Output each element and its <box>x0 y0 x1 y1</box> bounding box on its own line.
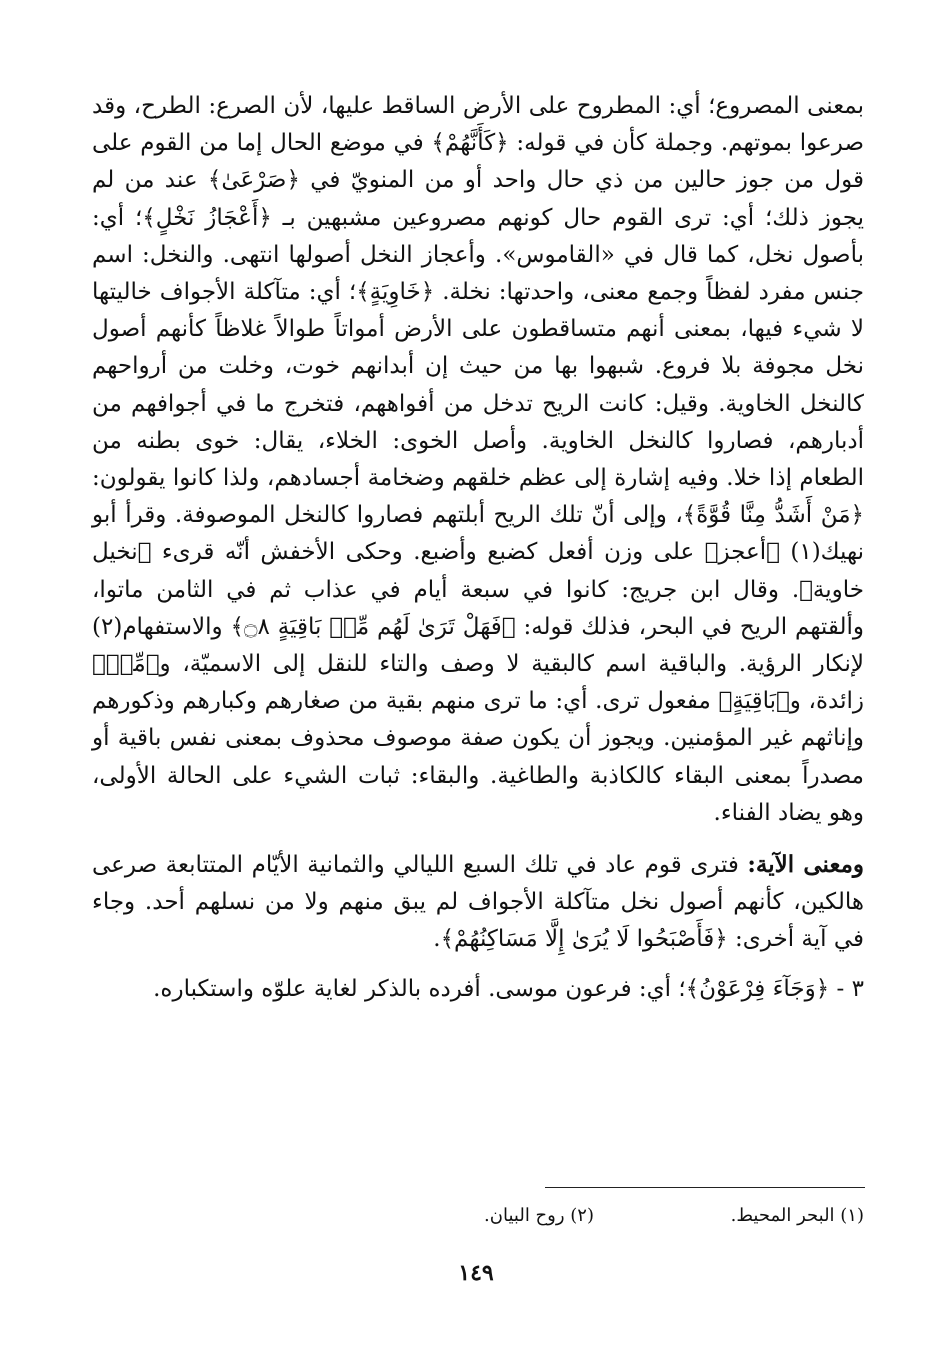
footnote-divider <box>545 1187 865 1188</box>
paragraph-verse-3: ٣ - ﴿وَجَآءَ فِرْعَوْنُ﴾؛ أي: فرعون موسى. أفرده بالذكر لغاية علوّه واستكباره. <box>153 975 864 1002</box>
paragraph-verse-meaning <box>92 846 864 959</box>
verse-meaning-text: فترى قوم عاد في تلك السبع الليالي والثمانية الأيّام المتتابعة صرعى هالكين، كأنهم أصول نخل متآكلة الأجواف لم يبق منهم ولا من نسلهم أحد. وجاء في آية أخرى: ﴿فَأَصْبَحُوا لَا يُرَىٰ إِلَّا مَسَاكِنُهُمْ﴾. <box>92 852 864 953</box>
page-number: ١٤٩ <box>458 1260 494 1286</box>
footnotes <box>92 1203 864 1229</box>
verse-meaning-heading: ومعنى الآية: <box>747 851 865 879</box>
footnote-2: (٢) روح البيان. <box>484 1205 594 1226</box>
footnote-1: (١) البحر المحيط. <box>730 1205 864 1226</box>
paragraph-commentary: بمعنى المصروع؛ أي: المطروح على الأرض الساقط عليها، لأن الصرع: الطرح، وقد صرعوا بموتهم. وجملة كأن في قوله: ﴿كَأَنَّهُمْ﴾ في موضع الحال إما من القوم على قول من جوز حالين من ذي حال واحد أو من المنويّ في ﴿صَرْعَىٰ﴾ عند من لم يجوز ذلك؛ أي: ترى القوم حال كونهم مصروعين مشبهين بـ ﴿أَعْجَازُ نَخْلٍ﴾؛ أي: بأصول نخل، كما قال في «القاموس». وأعجاز النخل أصولها انتهى. والنخل: اسم جنس مفرد لفظاً وجمع معنى، واحدتها: نخلة. ﴿خَاوِيَةٍ﴾؛ أي: متآكلة الأجواف خاليتها لا شيء فيها، بمعنى أنهم متساقطون على الأرض أمواتاً طوالاً غلاظاً كأنهم أصول نخل مجوفة بلا فروع. شبهوا بها من حيث إن أبدانهم خوت، وخلت من أرواحهم كالنخل الخاوية. وقيل: كانت الريح تدخل من أفواههم، فتخرج ما في أجوافهم من أدبارهم، فصاروا كالنخل الخاوية. وأصل الخوى: الخلاء، يقال: خوى بطنه من الطعام إذا خلا. وفيه إشارة إلى عظم خلقهم وضخامة أجسادهم، ولذا كانوا يقولون: ﴿مَنْ أَشَدُّ مِنَّا قُوَّةً﴾، وإلى أنّ تلك الريح أبلتهم فصاروا كالنخل الموصوفة. وقرأ أبو نهيك(١) ﴿أعجز﴾ على وزن أفعل كضبع وأضبع. وحكى الأخفش أنّه قرىء ﴿نخيل خاوية﴾. وقال ابن جريج: كانوا في سبعة أيام في عذاب ثم في الثامن ماتوا، وألقتهم الريح في البحر، فذلك قوله: ﴿فَهَلْ تَرَىٰ لَهُم مِّنۢ بَاقِيَةٍ ۝٨﴾ والاستفهام(٢) لإنكار الرؤية. والباقية اسم كالبقية لا وصف والتاء للنقل إلى الاسميّة، و﴿مِّنۢ﴾ زائدة، و﴿بَاقِيَةٍ﴾ مفعول ترى. أي: ما ترى منهم بقية من صغارهم وكبارهم وذكورهم وإناثهم غير المؤمنين. ويجوز أن يكون صفة موصوف محذوف بمعنى نفس باقية أو مصدراً بمعنى البقاء كالكاذبة والطاغية. والبقاء: ثبات الشيء على الحالة الأولى، وهو يضاد الفناء. <box>92 93 865 826</box>
main-text <box>92 88 864 1008</box>
